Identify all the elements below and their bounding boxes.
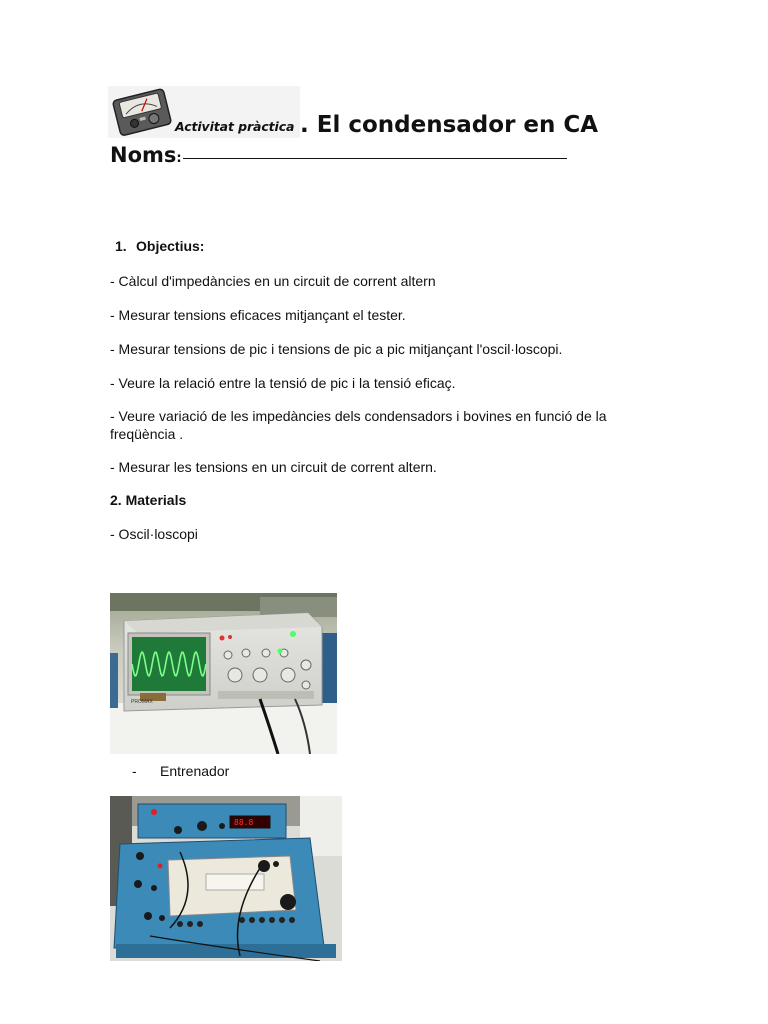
objective-item: - Mesurar les tensions en un circuit de corrent altern. bbox=[110, 459, 437, 475]
oscilloscope-brand: PROMAX bbox=[131, 699, 153, 705]
list-dash: - bbox=[132, 763, 137, 779]
objective-item: - Mesurar tensions eficaces mitjançant el tester. bbox=[110, 307, 406, 323]
objective-item: - Veure la relació entre la tensió de pic i la tensió eficaç. bbox=[110, 375, 456, 391]
objective-item: - Mesurar tensions de pic i tensions de pic a pic mitjançant l'oscil·loscopi. bbox=[110, 341, 563, 357]
material-item-oscilloscope: - Oscil·loscopi bbox=[110, 526, 198, 542]
document-title: . El condensador en CA bbox=[300, 112, 599, 138]
names-field bbox=[110, 143, 567, 167]
objectives-title: Objectius: bbox=[136, 238, 205, 254]
trainer-photo bbox=[110, 796, 342, 961]
trainer-label: Entrenador bbox=[160, 763, 230, 779]
oscilloscope-photo bbox=[110, 593, 337, 754]
objectives-heading bbox=[115, 238, 204, 254]
objective-item: - Càlcul d'impedàncies en un circuit de corrent altern bbox=[110, 273, 436, 289]
objectives-number: 1. bbox=[115, 238, 127, 254]
activity-label: Activitat pràctica bbox=[175, 119, 295, 134]
names-colon: : bbox=[176, 151, 182, 166]
names-blank-line bbox=[183, 154, 567, 159]
multimeter-icon bbox=[110, 86, 176, 138]
material-item-trainer bbox=[132, 762, 229, 780]
objective-item: - Veure variació de les impedàncies dels condensadors i bovines en funció de la freqüència . bbox=[110, 408, 607, 442]
names-label: Noms bbox=[110, 143, 177, 167]
svg-text:88.8: 88.8 bbox=[234, 818, 254, 827]
materials-heading: 2. Materials bbox=[110, 492, 187, 508]
oscilloscope-screen bbox=[132, 637, 206, 691]
